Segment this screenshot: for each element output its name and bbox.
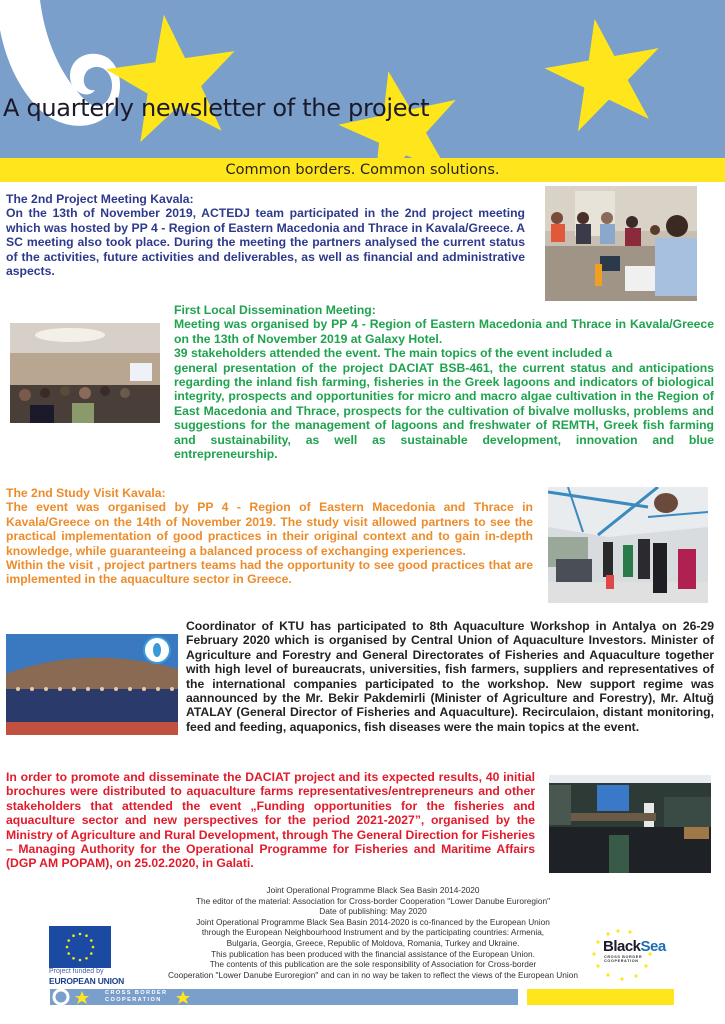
footer-disclaimer [168, 885, 578, 980]
article-body: On the 13th of November 2019, ACTEDJ team participated in the 2nd project meeting which was hosted by PP 4 - Region of Eastern Macedonia and Thrace in Kavala/Greece. A SC meeting also took place. During the meeting the partners analysed the current status of the activities, future activities and deliverables, as well as financial and administrative aspects. [6, 206, 525, 279]
article-body: Coordinator of KTU has participated to 8th Aquaculture Workshop in Antalya on 26-29 February 2020 which is organised by Central Union of Aquaculture Investors. Minister of Agriculture and Forestry and General Directorates of Fisheries and Aquaculture together with high level of bureaucrats, universities, fish farmers, suppliers and representatives of the international companies participated to the workshop. New support regime was aannounced by the Mr. Bekir Pakdemirli (Minister of Agriculture and Forestry), Mr. Altuğ ATALAY (General Director of Fisheries and Aquaculture). Recirculaion, distant monitoring, feed and feeding, aquaponics, fish diseases were the main topics at the event. [186, 619, 714, 734]
tagline: Common borders. Common solutions. [225, 162, 500, 178]
star-icon [75, 991, 89, 1004]
footer-line: Cooperation "Lower Danube Euroregion" and can in no way be taken to reflect the views of the European Union [168, 969, 578, 980]
article-heading: The 2nd Project Meeting Kavala: [6, 192, 194, 206]
article-project-meeting [6, 192, 525, 278]
article-study-visit [6, 486, 533, 587]
article-paragraph: Meeting was organised by PP 4 - Region of Eastern Macedonia and Thrace in Kavala/Greece on the 13th of November 2019 at Galaxy Hotel. [174, 317, 714, 346]
footer-yellow-bar [527, 989, 674, 1005]
article-heading: The 2nd Study Visit Kavala: [6, 486, 166, 500]
aquaculture-workshop-group-photo [6, 634, 178, 735]
article-aquaculture-workshop [186, 619, 714, 734]
article-heading: First Local Dissemination Meeting: [174, 303, 376, 317]
eu-stars-icon [49, 926, 111, 968]
black-sea-sub1: CROSS BORDER [604, 955, 643, 959]
dissemination-meeting-photo [10, 323, 160, 423]
footer-line: Date of publishing: May 2020 [319, 906, 427, 917]
black-sea-logo [603, 938, 666, 955]
black-sea-word1: Black [603, 938, 641, 955]
footer-line: This publication has been produced with the financial assistance of the European Union. [211, 948, 535, 959]
article-brochures-galati [6, 770, 535, 871]
eu-caption-line1: Project funded by [49, 968, 104, 975]
newsletter-title: A quarterly newsletter of the project [3, 94, 430, 122]
footer-line: The contents of this publication are the sole responsibility of Association for Cross-border [209, 959, 537, 970]
header-banner [0, 0, 725, 158]
article-paragraph: 39 stakeholders attended the event. The main topics of the event included a [174, 346, 613, 361]
footer-line: Joint Operational Programme Black Sea Basin 2014-2020 [266, 885, 480, 895]
black-sea-subtitle [604, 955, 642, 964]
black-sea-sub2: COOPERATION [604, 959, 639, 964]
galati-event-photo [549, 775, 711, 873]
article-paragraph: Within the visit , project partners teams had the opportunity to see good practices that are implemented in the aquaculture sector in Greece. [6, 558, 533, 587]
cross-border-line2: COOPERATION [105, 996, 162, 1003]
study-visit-photo [548, 487, 708, 603]
star-icon [99, 6, 245, 146]
footer-line: The editor of the material: Association for Cross-border Cooperation "Lower Danube Euroregion" [195, 895, 551, 906]
footer-line: through the European Neighbourhood Instrument and by the participating countries: Armenia, [201, 927, 545, 938]
cross-border-label [105, 990, 168, 1004]
eu-flag-logo [49, 926, 111, 968]
cross-border-line1: CROSS BORDER [105, 990, 168, 996]
article-paragraph: general presentation of the project DACIAT BSB-461, the current status and anticipations regarding the inland fish farming, fisheries in the Greek lagoons and indicators of biological integrity, prospects and opportunities for micro and macro algae cultivation in the Region of East Macedonia and Thrace, prospects for the cultivation of bivalve mollusks, problems and suggestions for the management of lagoons and freshwater of REMTH, Greek fish farming and sustainability, as well as sustainable development, innovation and blue entrepreneurship. [174, 360, 714, 462]
footer-line: Bulgaria, Georgia, Greece, Republic of Moldova, Romania, Turkey and Ukraine. [226, 937, 520, 948]
swirl-icon [54, 990, 68, 1004]
footer-line: Joint Operational Programme Black Sea Basin 2014-2020 is co-financed by the European Union [196, 916, 550, 927]
article-paragraph: The event was organised by PP 4 - Region of Eastern Macedonia and Thrace in Kavala/Greece on the 14th of November 2019. The study visit allowed partners to see the practical implementation of good practices in their original context and to gain in-depth knowledge, while guaranteeing a balanced process of exchanging experiences. [6, 500, 533, 558]
project-meeting-photo [545, 186, 697, 301]
article-dissemination-meeting [174, 303, 714, 461]
eu-caption-line2: EUROPEAN UNION [49, 976, 125, 986]
star-icon [538, 9, 671, 136]
star-icon [176, 991, 190, 1004]
article-body: In order to promote and disseminate the DACIAT project and its expected results, 40 initial brochures were distributed to aquaculture farms representatives/entrepreneurs and other stakeholders that attended the event „Funding opportunities for the fisheries and aquaculture sector and new perspectives for the period 2021-2027”, organised by the Ministry of Agriculture and Rural Development, through The General Direction for Fisheries – Managing Authority for the Operational Programme for Fisheries and Maritime Affairs (DGP AM POPAM), on 25.02.2020, in Galati. [6, 770, 535, 871]
black-sea-word2: Sea [640, 938, 666, 955]
header-decoration [0, 0, 725, 158]
